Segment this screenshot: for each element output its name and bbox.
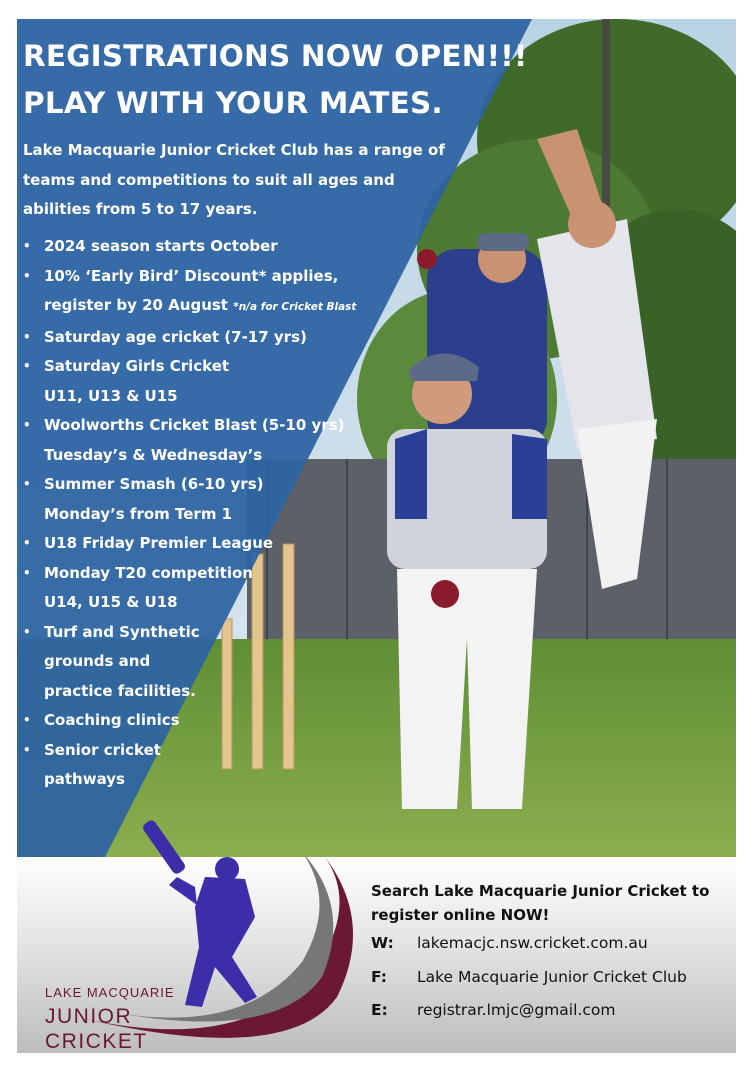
batsman-silhouette-icon [141,818,257,1007]
search-callout: Search Lake Macquarie Junior Cricket to register online NOW! [371,882,710,924]
logo-line-1: LAKE MACQUARIE [45,985,175,1000]
list-item: • Turf and Synthetic grounds and practice facilities. [17,618,397,707]
email-link[interactable]: registrar.lmjc@gmail.com [417,1001,616,1019]
discount-note: *n/a for Cricket Blast [233,301,357,313]
intro-line: Lake Macquarie Junior Cricket Club has a range of [23,141,445,159]
list-item: • Summer Smash (6-10 yrs) Monday’s from Term 1 [17,470,397,529]
footer-band [17,857,736,1053]
intro-line: teams and competitions to suit all ages and [23,170,395,189]
list-item: • Woolworths Cricket Blast (5-10 yrs) Tuesday’s & Wednesday’s [17,411,397,470]
feature-list [17,232,397,795]
registration-flyer [17,19,736,1053]
logo-line-3: CRICKET [45,1030,148,1053]
list-item: • Monday T20 competition U14, U15 & U18 [17,559,397,618]
headline-line-1: REGISTRATIONS NOW OPEN!!! [23,39,528,73]
list-item: • Senior cricket pathways [17,736,397,795]
logo-line-2: JUNIOR [45,1005,133,1028]
list-item: • Coaching clinics [17,706,397,736]
club-logo [17,807,377,1053]
list-item: • 2024 season starts October [17,232,397,262]
facebook-link[interactable]: Lake Macquarie Junior Cricket Club [417,968,687,986]
intro-line: abilities from 5 to 17 years. [23,200,258,218]
contact-facebook: F: Lake Macquarie Junior Cricket Club [371,968,687,986]
headline-line-2: PLAY WITH YOUR MATES. [23,86,443,120]
list-item: • Saturday Girls Cricket U11, U13 & U15 [17,352,397,411]
list-item: • U18 Friday Premier League [17,529,397,559]
list-item: • Saturday age cricket (7-17 yrs) [17,323,397,353]
contact-website: W: lakemacjc.nsw.cricket.com.au [371,934,648,952]
contact-email: E: registrar.lmjc@gmail.com [371,1001,616,1019]
intro-paragraph [23,136,445,225]
list-item: • 10% ‘Early Bird’ Discount* applies, register by 20 August *n/a for Cricket Blast [17,262,397,323]
website-link[interactable]: lakemacjc.nsw.cricket.com.au [417,934,648,952]
